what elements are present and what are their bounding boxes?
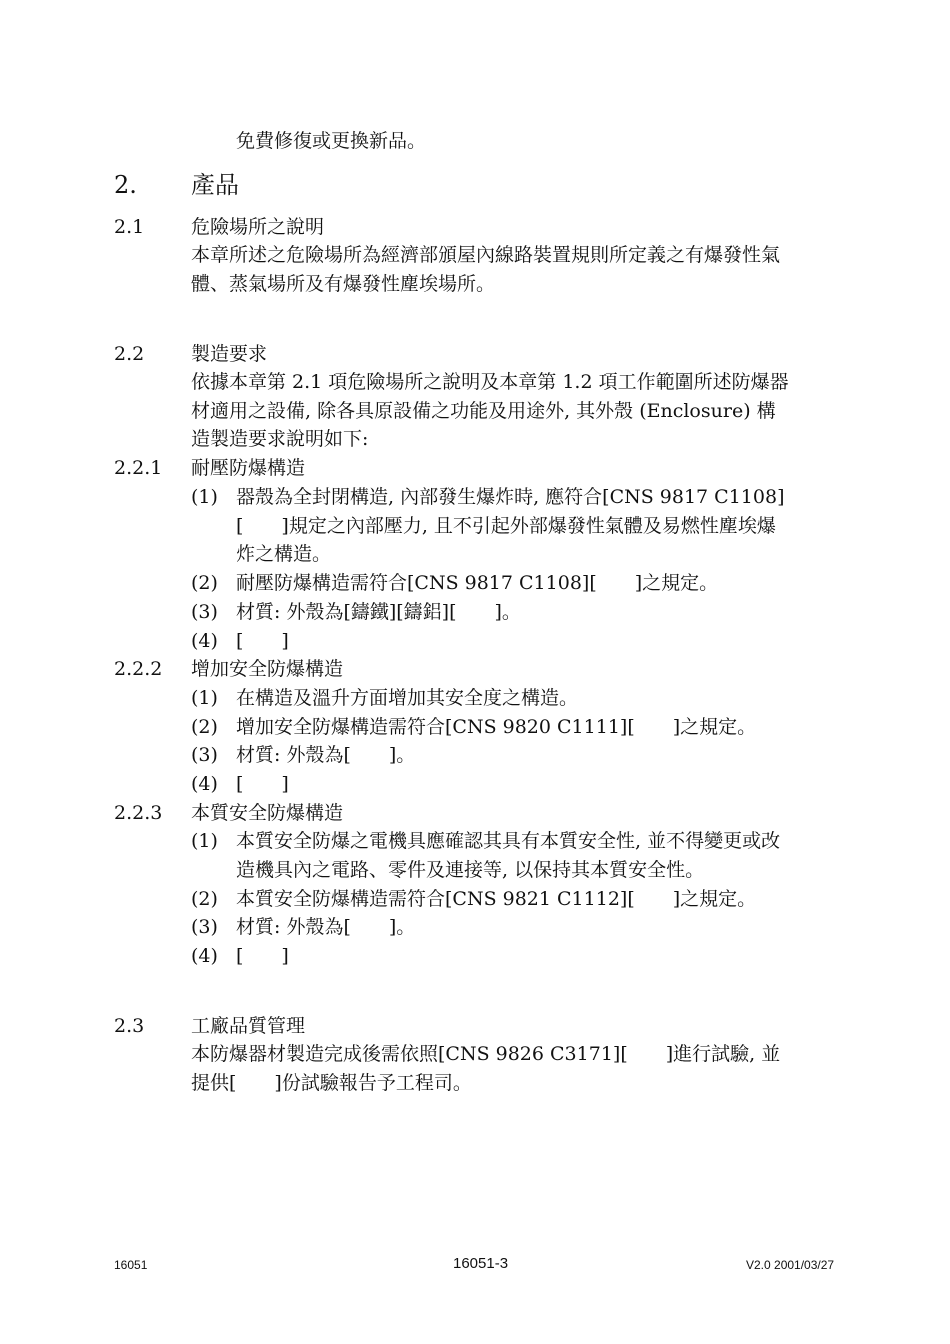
subsection-title: 危險場所之說明 <box>191 216 325 238</box>
footer-doc-code: 16051 <box>114 1258 148 1272</box>
list-item-line: 材質: 外殼為[鑄鐵][鑄鋁][ ]。 <box>236 601 521 623</box>
paragraph-line: 提供[ ]份試驗報告予工程司。 <box>191 1072 472 1094</box>
section-number: 2. <box>114 171 137 199</box>
subsection-title: 耐壓防爆構造 <box>191 457 306 479</box>
paragraph-line: 本章所述之危險場所為經濟部頒屋內線路裝置規則所定義之有爆發性氣 <box>191 244 781 266</box>
subsection-title: 本質安全防爆構造 <box>191 802 344 824</box>
subsection-title: 工廠品質管理 <box>191 1015 306 1037</box>
subsection-number: 2.3 <box>114 1015 145 1037</box>
list-item-line: 造機具內之電路、零件及連接等, 以保持其本質安全性。 <box>236 859 705 881</box>
list-marker: (2) <box>191 888 218 910</box>
paragraph-line: 本防爆器材製造完成後需依照[CNS 9826 C3171][ ]進行試驗, 並 <box>191 1043 781 1065</box>
list-marker: (4) <box>191 630 218 652</box>
paragraph-line: 依據本章第 2.1 項危險場所之說明及本章第 1.2 項工作範圍所述防爆器 <box>191 371 789 393</box>
list-marker: (4) <box>191 773 218 795</box>
subsection-number: 2.2.3 <box>114 802 163 824</box>
list-marker: (3) <box>191 916 218 938</box>
list-item-line: 材質: 外殼為[ ]。 <box>236 744 416 766</box>
paragraph-line: 體、蒸氣場所及有爆發性塵埃場所。 <box>191 273 496 295</box>
list-marker: (1) <box>191 687 218 709</box>
list-item-line: 本質安全防爆構造需符合[CNS 9821 C1112][ ]之規定。 <box>236 888 757 910</box>
list-item-line: 炸之構造。 <box>236 543 332 565</box>
list-marker: (3) <box>191 601 218 623</box>
list-marker: (1) <box>191 486 218 508</box>
list-item-line: [ ] <box>236 773 289 795</box>
list-marker: (4) <box>191 945 218 967</box>
continuation-text: 免費修復或更換新品。 <box>236 130 427 152</box>
list-marker: (3) <box>191 744 218 766</box>
list-item-line: 增加安全防爆構造需符合[CNS 9820 C1111][ ]之規定。 <box>236 716 757 738</box>
list-item-line: [ ] <box>236 945 289 967</box>
subsection-number: 2.1 <box>114 216 145 238</box>
paragraph-line: 造製造要求說明如下: <box>191 428 369 450</box>
footer-version: V2.0 2001/03/27 <box>746 1258 835 1272</box>
list-item-line: 器殼為全封閉構造, 內部發生爆炸時, 應符合[CNS 9817 C1108] <box>236 486 785 508</box>
subsection-title: 增加安全防爆構造 <box>191 658 344 680</box>
footer-page-number: 16051-3 <box>453 1255 509 1272</box>
subsection-number: 2.2.2 <box>114 658 163 680</box>
list-marker: (1) <box>191 830 218 852</box>
list-item-line: 耐壓防爆構造需符合[CNS 9817 C1108][ ]之規定。 <box>236 572 719 594</box>
list-marker: (2) <box>191 716 218 738</box>
list-item-line: 在構造及溫升方面增加其安全度之構造。 <box>236 687 579 709</box>
list-marker: (2) <box>191 572 218 594</box>
list-item-line: 材質: 外殼為[ ]。 <box>236 916 416 938</box>
subsection-number: 2.2 <box>114 343 145 365</box>
section-title: 產品 <box>191 171 239 199</box>
list-item-line: [ ] <box>236 630 289 652</box>
subsection-number: 2.2.1 <box>114 457 163 479</box>
list-item-line: 本質安全防爆之電機具應確認其具有本質安全性, 並不得變更或改 <box>236 830 781 852</box>
list-item-line: [ ]規定之內部壓力, 且不引起外部爆發性氣體及易燃性塵埃爆 <box>236 515 776 537</box>
paragraph-line: 材適用之設備, 除各具原設備之功能及用途外, 其外殼 (Enclosure) 構 <box>191 400 776 422</box>
subsection-title: 製造要求 <box>191 343 268 365</box>
